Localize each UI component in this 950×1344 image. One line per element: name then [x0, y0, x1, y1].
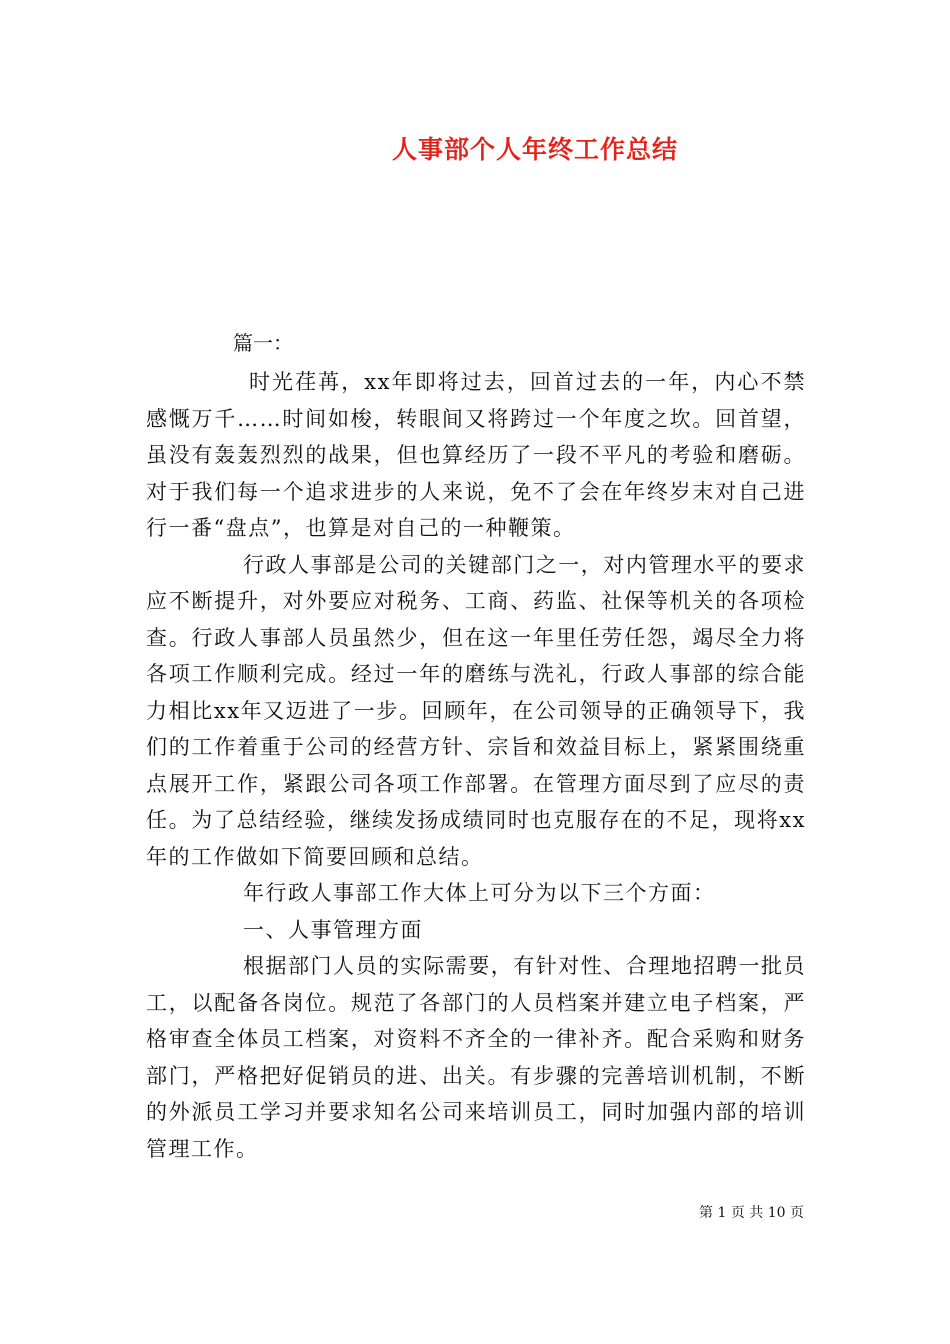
section-label: 篇一：: [233, 331, 293, 355]
document-body: [146, 364, 806, 1167]
paragraph-1: 时光荏苒，xx年即将过去，回首过去的一年，内心不禁感慨万千……时间如梭，转眼间又将跨过一个年度之坎。回首望，虽没有轰轰烈烈的战果，但也算经历了一段不平凡的考验和磨砺。对于我们每一个追求进步的人来说，免不了会在年终岁末对自己进行一番“盘点”，也算是对自己的一种鞭策。: [146, 370, 806, 540]
section-heading: 一、人事管理方面: [243, 917, 423, 942]
paragraph-3: 年行政人事部工作大体上可分为以下三个方面：: [243, 881, 716, 905]
document-title: 人事部个人年终工作总结: [391, 135, 678, 164]
paragraph-4: 根据部门人员的实际需要，有针对性、合理地招聘一批员工，以配备各岗位。规范了各部门的人员档案并建立电子档案，严格审查全体员工档案，对资料不齐全的一律补齐。配合采购和财务部门，严格把好促销员的进、出关。有步骤的完善培训机制，不断的外派员工学习并要求知名公司来培训员工，同时加强内部的培训管理工作。: [146, 954, 806, 1161]
paragraph-2: 行政人事部是公司的关键部门之一，对内管理水平的要求应不断提升，对外要应对税务、工商、药监、社保等机关的各项检查。行政人事部人员虽然少，但在这一年里任劳任怨，竭尽全力将各项工作顺利完成。经过一年的磨练与洗礼，行政人事部的综合能力相比xx年又迈进了一步。回顾年，在公司领导的正确领导下，我们的工作着重于公司的经营方针、宗旨和效益目标上，紧紧围绕重点展开工作，紧跟公司各项工作部署。在管理方面尽到了应尽的责任。为了总结经验，继续发扬成绩同时也克服存在的不足，现将xx年的工作做如下简要回顾和总结。: [146, 552, 806, 869]
page-indicator: 第 1 页 共 10 页: [699, 1205, 804, 1221]
